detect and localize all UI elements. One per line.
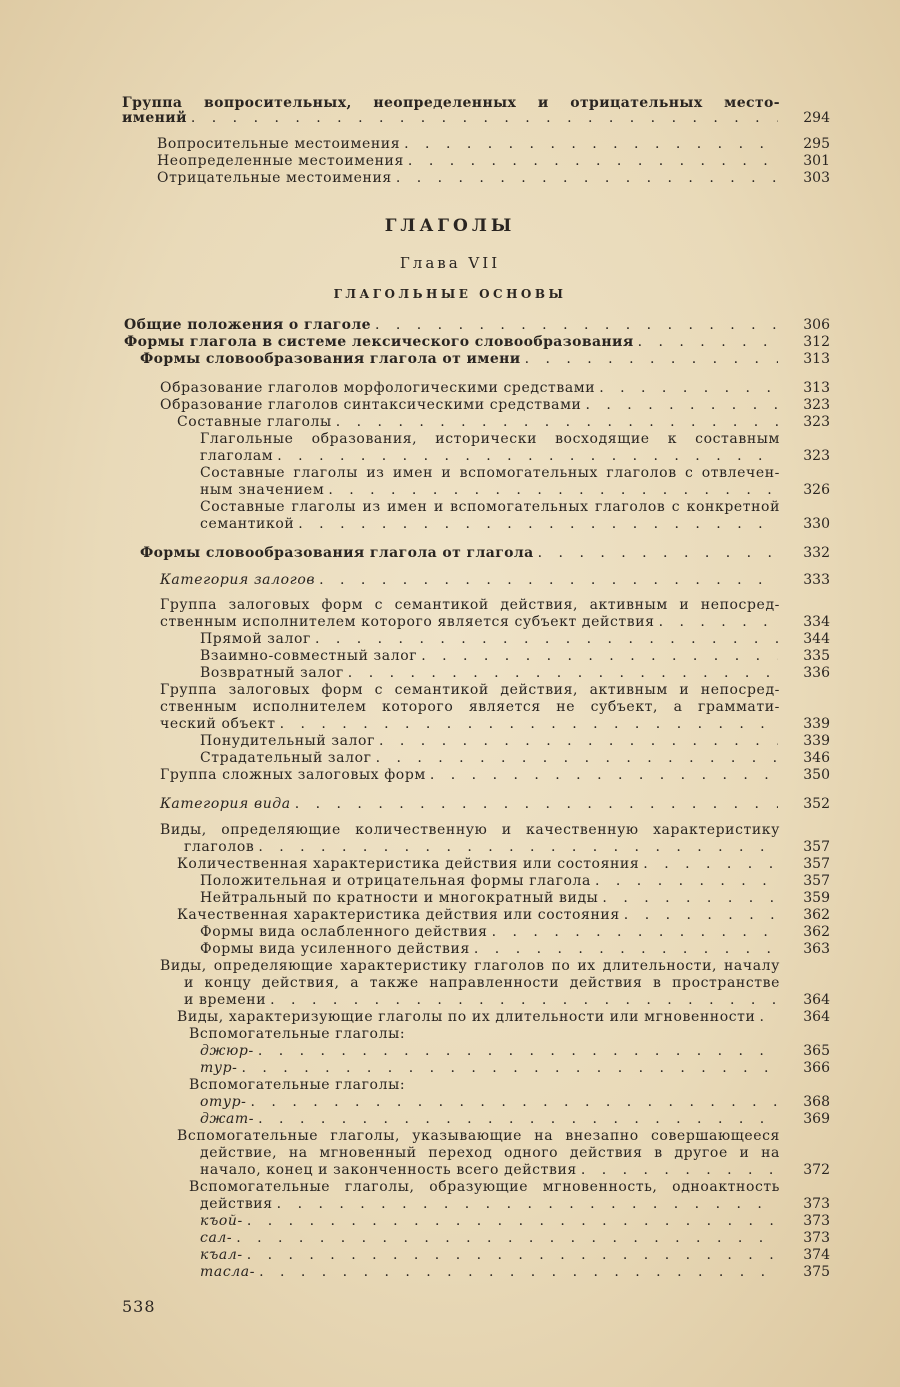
toc-entry: [184, 992, 782, 1009]
toc-entry: [200, 941, 782, 958]
toc-page-number: 303: [803, 170, 830, 186]
toc-entry: [200, 665, 782, 682]
toc-entry-text: и концу действия, а также направленности действия в пространстве: [184, 975, 780, 991]
toc-page-number: 373: [803, 1213, 830, 1229]
toc-entry-text: джат-: [200, 1111, 255, 1127]
toc-entry-text: Группа сложных залоговых форм: [160, 767, 426, 783]
toc-entry: [160, 958, 780, 975]
toc-page-number: 357: [803, 856, 830, 872]
toc-entry: [157, 136, 782, 153]
dot-leader: [315, 631, 778, 648]
toc-page-number: 352: [803, 796, 830, 812]
toc-entry: [140, 545, 782, 562]
toc-entry: [160, 380, 782, 397]
toc-entry: [177, 1009, 782, 1026]
toc-entry-text: ственным исполнителем которого является не субъект, а граммати-: [160, 699, 780, 715]
toc-page-number: 359: [803, 890, 830, 906]
toc-entry-text: Виды, определяющие характеристику глаголов по их длительности, началу: [160, 958, 780, 974]
toc-entry: [177, 1128, 780, 1145]
toc-page-number: 326: [803, 482, 830, 498]
toc-entry-text: Виды, характеризующие глаголы по их длительности или мгновенности: [177, 1009, 756, 1025]
dot-leader: [408, 153, 778, 170]
dot-leader: [258, 1043, 778, 1060]
dot-leader: [258, 839, 778, 856]
dot-leader: [659, 614, 778, 631]
toc-entry: [184, 975, 780, 992]
dot-leader: [375, 317, 778, 334]
toc-page-number: 335: [803, 648, 830, 664]
toc-page-number: 323: [803, 397, 830, 413]
toc-entry: [200, 465, 780, 482]
toc-entry: [189, 1077, 780, 1094]
toc-entry: [200, 482, 782, 499]
dot-leader: [319, 572, 778, 589]
toc-page-number: 357: [803, 839, 830, 855]
toc-entry: [200, 1213, 782, 1230]
dot-leader: [247, 1213, 778, 1230]
toc-entry-text: къой-: [200, 1213, 243, 1229]
dot-leader: [379, 733, 778, 750]
dot-leader: [396, 170, 778, 187]
dot-leader: [258, 1111, 778, 1128]
toc-page-number: 373: [803, 1230, 830, 1246]
toc-entry-text: Вопросительные местоимения: [157, 136, 401, 152]
dot-leader: [599, 380, 778, 397]
dot-leader: [595, 873, 778, 890]
toc-entry: [177, 414, 782, 431]
toc-entry: [200, 1145, 780, 1162]
toc-page-number: 323: [803, 414, 830, 430]
toc-entry-text: Составные глаголы: [177, 414, 332, 430]
toc-entry: [189, 1026, 780, 1043]
toc-page-number: 357: [803, 873, 830, 889]
toc-page-number: 339: [803, 716, 830, 732]
toc-entry: [200, 1060, 782, 1077]
toc-entry: [200, 873, 782, 890]
toc-entry-text: Прямой залог: [200, 631, 311, 647]
toc-entry-text: Неопределенные местоимения: [157, 153, 404, 169]
toc-entry-text: Количественная характеристика действия или состояния: [177, 856, 640, 872]
chapter-title: ГЛАГОЛЬНЫЕ ОСНОВЫ: [333, 287, 567, 301]
dot-leader: [581, 1162, 778, 1179]
toc-entry: [122, 110, 782, 127]
toc-page-number: 375: [803, 1264, 830, 1280]
dot-leader: [759, 1009, 778, 1026]
toc-entry-text: действие, на мгновенный переход одного действия в другое и на: [200, 1145, 780, 1161]
toc-entry: [200, 431, 780, 448]
dot-leader: [277, 1196, 778, 1213]
dot-leader: [251, 1094, 778, 1111]
dot-leader: [404, 136, 778, 153]
toc-page-number: 368: [803, 1094, 830, 1110]
toc-page-number: 301: [803, 153, 830, 169]
toc-entry: [160, 796, 782, 813]
toc-entry-text: Возвратный залог: [200, 665, 344, 681]
toc-entry-text: ческий объект: [160, 716, 276, 732]
toc-page-number: 372: [803, 1162, 830, 1178]
toc-page-number: 330: [803, 516, 830, 532]
toc-page-number: 366: [803, 1060, 830, 1076]
toc-entry: [160, 614, 782, 631]
toc-entry: [160, 716, 782, 733]
toc-entry: [160, 597, 780, 614]
toc-entry: [200, 1094, 782, 1111]
toc-page-number: 313: [803, 380, 830, 396]
dot-leader: [295, 796, 778, 813]
toc-entry-text: Положительная и отрицательная формы глагола: [200, 873, 591, 889]
toc-entry-text: Формы вида ослабленного действия: [200, 924, 488, 940]
dot-leader: [430, 767, 778, 784]
toc-page-number: 374: [803, 1247, 830, 1263]
toc-entry-text: тур-: [200, 1060, 238, 1076]
toc-entry-text: глаголов: [184, 839, 255, 855]
dot-leader: [280, 716, 778, 733]
toc-page-number: 323: [803, 448, 830, 464]
toc-entry: [177, 856, 782, 873]
toc-entry: [157, 170, 782, 187]
dot-leader: [421, 648, 778, 665]
toc-entry-text: джюр-: [200, 1043, 254, 1059]
toc-page-number: 346: [803, 750, 830, 766]
toc-entry: [200, 1043, 782, 1060]
toc-entry-text: Образование глаголов морфологическими средствами: [160, 380, 596, 396]
toc-entry-text: Вспомогательные глаголы, указывающие на внезапно совершающееся: [177, 1128, 780, 1144]
dot-leader: [270, 992, 778, 1009]
dot-leader: [328, 482, 778, 499]
toc-entry-text: действия: [200, 1196, 273, 1212]
toc-entry-text: Составные глаголы из имен и вспомогательных глаголов с отвлечен-: [200, 465, 780, 481]
toc-entry-text: Формы глагола в системе лексического словообразования: [124, 334, 634, 350]
toc-page-number: 344: [803, 631, 830, 647]
toc-entry-text: Группа залоговых форм с семантикой действия, активным и непосред-: [160, 597, 780, 613]
toc-entry: [124, 317, 782, 334]
toc-entry: [200, 733, 782, 750]
dot-leader: [236, 1230, 778, 1247]
toc-entry-text: Формы словообразования глагола от имени: [140, 351, 521, 367]
toc-entry: [200, 516, 782, 533]
part-title: ГЛАГОЛЫ: [384, 216, 516, 236]
toc-entry: [200, 1162, 782, 1179]
toc-page-number: 334: [803, 614, 830, 630]
toc-page-number: 306: [803, 317, 830, 333]
toc-page-number: 363: [803, 941, 830, 957]
toc-entry-text: Группа залоговых форм с семантикой действия, активным и непосред-: [160, 682, 780, 698]
toc-entry: [200, 499, 780, 516]
toc-entry-text: Взаимно-совместный залог: [200, 648, 418, 664]
dot-leader: [643, 856, 778, 873]
toc-entry-text: Формы словообразования глагола от глагола: [140, 545, 534, 561]
toc-entry-text: Составные глаголы из имен и вспомогательных глаголов с конкретной: [200, 499, 780, 515]
toc-entry: [160, 822, 780, 839]
toc-page-number: 362: [803, 924, 830, 940]
toc-entry-text: Категория залогов: [160, 572, 316, 588]
dot-leader: [624, 907, 778, 924]
toc-entry-text: имений: [122, 110, 187, 126]
toc-entry-text: Качественная характеристика действия или состояния: [177, 907, 620, 923]
toc-page-number: 350: [803, 767, 830, 783]
toc-entry-text: сал-: [200, 1230, 233, 1246]
toc-page-number: 362: [803, 907, 830, 923]
dot-leader: [638, 334, 778, 351]
dot-leader: [474, 941, 778, 958]
toc-entry-text: Понудительный залог: [200, 733, 375, 749]
toc-entry: [200, 1111, 782, 1128]
toc-entry-text: Глагольные образования, исторически восходящие к составным: [200, 431, 780, 447]
toc-entry-text: Образование глаголов синтаксическими средствами: [160, 397, 582, 413]
toc-entry-text: Виды, определяющие количественную и качественную характеристику: [160, 822, 780, 838]
toc-entry: [184, 839, 782, 856]
toc-page-number: 365: [803, 1043, 830, 1059]
toc-page-number: 332: [803, 545, 830, 561]
dot-leader: [277, 448, 778, 465]
toc-page-number: 364: [803, 992, 830, 1008]
toc-entry-text: ным значением: [200, 482, 325, 498]
toc-entry-text: Нейтральный по кратности и многократный виды: [200, 890, 599, 906]
toc-entry-text: глаголам: [200, 448, 274, 464]
toc-page-number: 333: [803, 572, 830, 588]
toc-entry: [200, 1264, 782, 1281]
toc-entry-text: къал-: [200, 1247, 243, 1263]
toc-entry: [157, 153, 782, 170]
dot-leader: [259, 1264, 778, 1281]
toc-page-number: 294: [803, 110, 830, 126]
toc-page-number: 295: [803, 136, 830, 152]
dot-leader: [492, 924, 778, 941]
toc-entry-text: ственным исполнителем которого является субъект действия: [160, 614, 655, 630]
toc-entry: [200, 448, 782, 465]
page-number: 538: [122, 1297, 156, 1316]
dot-leader: [247, 1247, 778, 1264]
toc-entry-text: отур-: [200, 1094, 247, 1110]
toc-entry: [200, 631, 782, 648]
dot-leader: [191, 110, 778, 127]
toc-entry: [200, 750, 782, 767]
dot-leader: [348, 665, 778, 682]
toc-entry: [160, 699, 780, 716]
dot-leader: [242, 1060, 779, 1077]
toc-entry: [200, 890, 782, 907]
toc-entry: [160, 397, 782, 414]
toc-entry-text: Группа вопросительных, неопределенных и отрицательных место-: [122, 95, 780, 111]
toc-page-number: 364: [803, 1009, 830, 1025]
dot-leader: [336, 414, 778, 431]
toc-page-number: 313: [803, 351, 830, 367]
chapter-number: Глава VII: [399, 254, 501, 272]
toc-entry-text: Отрицательные местоимения: [157, 170, 392, 186]
toc-entry: [160, 572, 782, 589]
dot-leader: [298, 516, 778, 533]
toc-entry-text: и времени: [184, 992, 267, 1008]
dot-leader: [586, 397, 779, 414]
toc-entry: [177, 907, 782, 924]
dot-leader: [525, 351, 778, 368]
toc-entry: [189, 1179, 780, 1196]
toc-page-number: 369: [803, 1111, 830, 1127]
toc-entry-text: Вспомогательные глаголы, образующие мгновенность, одноактность: [189, 1179, 780, 1195]
toc-entry: [200, 1196, 782, 1213]
toc-page-number: 336: [803, 665, 830, 681]
toc-entry: [200, 1247, 782, 1264]
toc-entry: [160, 767, 782, 784]
toc-entry-text: Вспомогательные глаголы:: [189, 1026, 406, 1042]
toc-entry-text: Вспомогательные глаголы:: [189, 1077, 406, 1093]
toc-entry: [140, 351, 782, 368]
toc-entry: [200, 648, 782, 665]
toc-entry-text: начало, конец и законченность всего действия: [200, 1162, 577, 1178]
toc-entry-text: Общие положения о глаголе: [124, 317, 371, 333]
toc-page-number: 312: [803, 334, 830, 350]
toc-entry-text: тасла-: [200, 1264, 256, 1280]
dot-leader: [376, 750, 778, 767]
toc-entry-text: Страдательный залог: [200, 750, 372, 766]
toc-entry: [200, 1230, 782, 1247]
toc-entry: [200, 924, 782, 941]
toc-page-number: 373: [803, 1196, 830, 1212]
toc-entry: [124, 334, 782, 351]
toc-entry-text: семантикой: [200, 516, 295, 532]
toc-page-number: 339: [803, 733, 830, 749]
toc-entry-text: Категория вида: [160, 796, 291, 812]
toc-entry: [160, 682, 780, 699]
dot-leader: [602, 890, 778, 907]
dot-leader: [538, 545, 778, 562]
toc-entry-text: Формы вида усиленного действия: [200, 941, 470, 957]
